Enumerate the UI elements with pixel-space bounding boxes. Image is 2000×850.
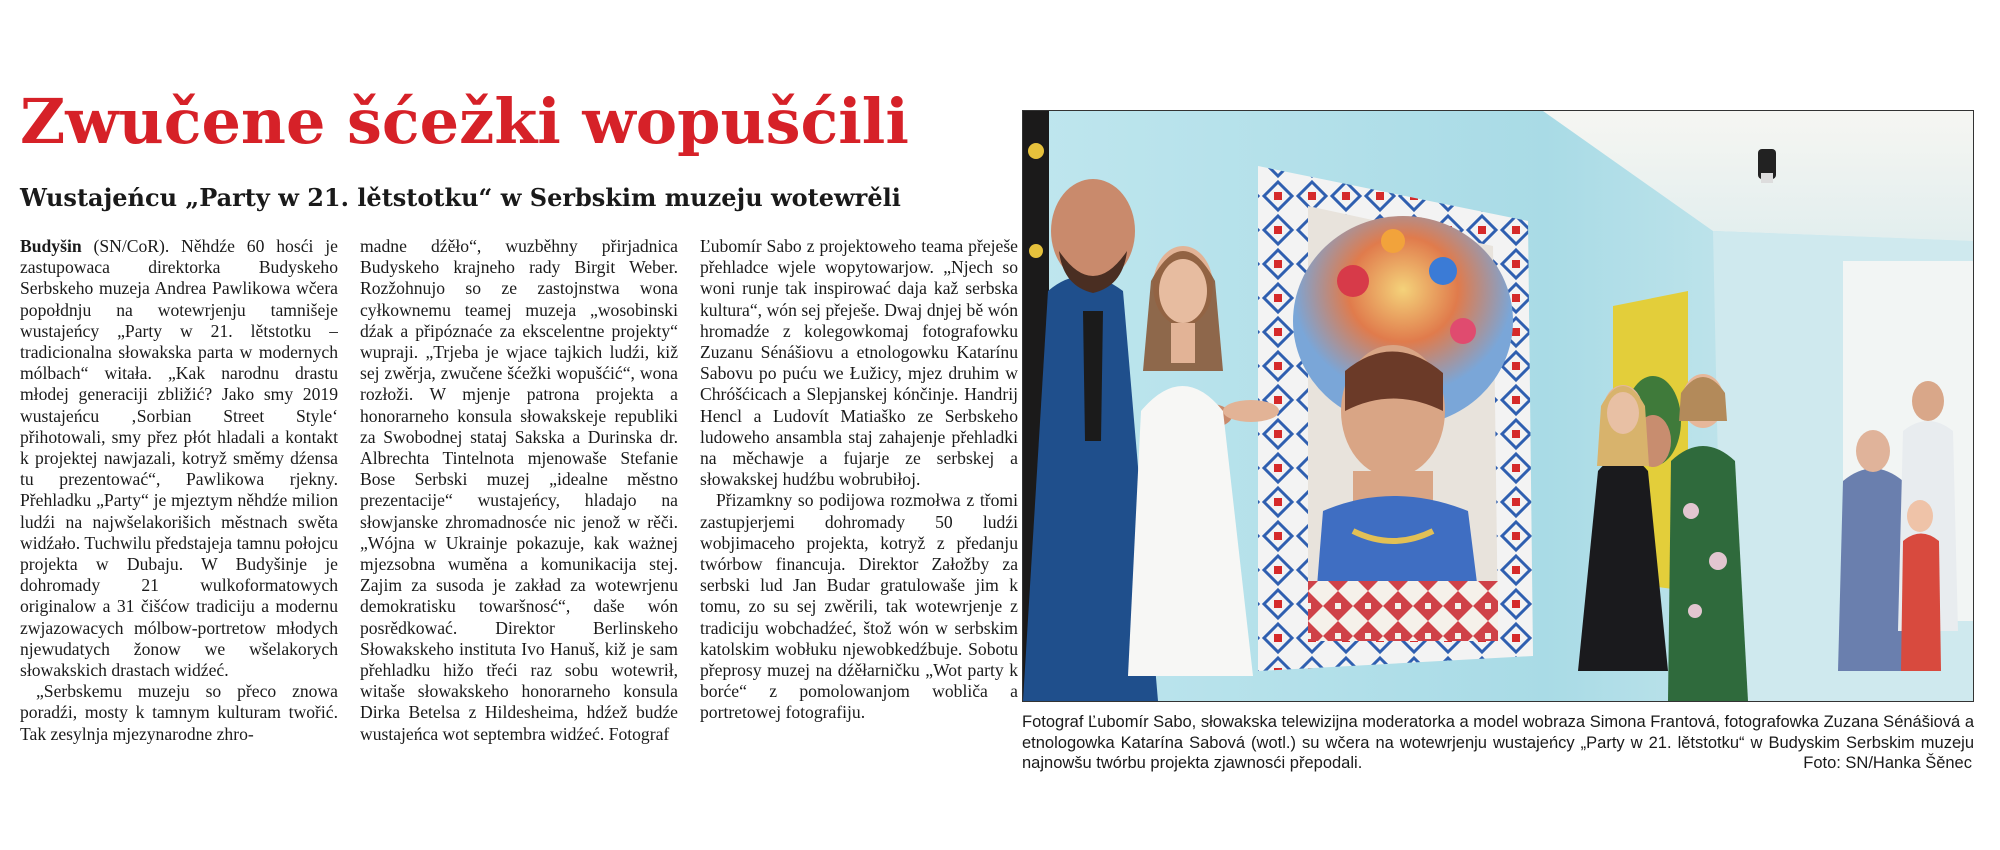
- article-column-3: [700, 236, 1018, 776]
- article-column-2: [360, 236, 678, 776]
- article-body: [20, 236, 1020, 776]
- dateline: Budyšin: [20, 236, 82, 256]
- paragraph-text: (SN/CoR). Něhdźe 60 hosći je zastupowaca direktorka Budyskeho Serbskeho muzeja Andrea Pawlikowa wčera popołdnju na wotewrjenju tamnišeje wustajeńcy „Party w 21. lětstotku – tradicionalna słowakska parta w modernych mólbach“ witała. „Kak narodnu drastu młodej generaciji zbližić? Jako smy 2019 wustajeńcu ‚Sorbian Street Style‘ přihotowali, smy přez płót hladali a kontakt k projektej nawjazali, kotryž směmy dźensa tu prezentować“, Pawlikowa rjekny. Přehladku „Party“ je mjeztym něhdźe milion ludźi na najwšelakorišich městnach swěta widźało. Tuchwilu předstajeja tamnu połojcu projekta w Dubaju. W Budyšinje je dohromady 21 wulkoformatowych originalow a 31 čišćow tradiciju a modernu zwjazowacych mólbow-portretow młodych njewudatych žonow we wšelakorych słowakskich drastach widźeć.: [20, 236, 338, 681]
- article-column-1: [20, 236, 338, 776]
- subheadline: Wustajeńcu „Party w 21. lětstotku“ w Serbskim muzeju wotewrěli: [20, 183, 901, 212]
- paragraph: [20, 236, 338, 681]
- paragraph: madne dźěło“, wuzběhny přirjadnica Budyskeho krajneho rady Birgit Weber. Rozžohnujo so ze zastojnstwa wona cyłkownemu teamej muzeja „wosobinski dźak a připóznaće za ekscelentne projekty“ wupraji. „Trjeba je wjace tajkich ludźi, kiž sej zwěrja, zwučene šćežki wopušćić“, wona rozłoži. W mjenje patrona projekta a honorarneho konsula słowakskeje republiki za Swobodnej stataj Sakska a Durinska dr. Albrechta Tintelnota mjenowaše Stefanie Bose Serbski muzej „idealne městno prezentacije“ wustajeńcy, hladajo na słowjanske zhromadnosće nic jenož w rěči. „Wójna w Ukrainje pokazuje, kak ważnej mjezsobna wuměna a komunikacija stej. Zajim za susoda je zakład za wotewrjenu demokratisku towaršnosć“, daše wón posrědkować. Direktor Berlinskeho Słowakskeho instituta Ivo Hanuš, kiž je sam přehladku hižo třeći raz sobu wotewrił, witaše słowakskeho honorarneho konsula Dirka Betelsa z Hildesheima, hdźež budźe wustajeńca wot septembra widźeć. Fotograf: [360, 236, 678, 744]
- exhibition-photo: [1022, 110, 1974, 702]
- headline: Zwučene šćežki wopušćili: [20, 85, 909, 158]
- photo-caption: Fotograf Ľubomír Sabo, słowakska telewizijna moderatorka a model wobraza Simona Frantová, fotografowka Zuzana Sénášiová a etnologowka Katarína Sabová (wotl.) su wčera na wotewrjenju wustajeńcy „Party w 21. lětstotku“ w Budyskim Serbskim muzeju najnowšu twórbu projekta zjawnosći přepodali.: [1022, 713, 1974, 772]
- paragraph: „Serbskemu muzeju so přeco znowa poradźi, mosty k tamnym kulturam twořić. Tak zesylnja mjezynarodne zhro-: [20, 681, 338, 744]
- paragraph: Přizamkny so podijowa rozmołwa z třomi zastupjerjemi dohromady 50 ludźi wobjimaceho projekta, kotryž z předanju twórbow financuja. Direktor Załožby za serbski lud Jan Budar gratulowaše jim k tomu, zo su sej zwěrili, tak wotewrjenje z tradiciju wobchadźeć, štož wón w serbskim katolskim wobłuku njewobkedźbuje. Sobotu přeprosy muzej na dźěłarničku „Wot party k borće“ z pomolowanjom wobliča a portretowej fotografiju.: [700, 490, 1018, 723]
- photo-credit: Foto: SN/Hanka Šěnec: [1803, 754, 1972, 772]
- paragraph: Ľubomír Sabo z projektoweho teama přeješe přehladce wjele wopytowarjow. „Njech so woni runje tak inspirować daja kaž serbska kultura“, wón sej přeješe. Dwaj dnjej bě wón hromadźe z kolegowkomaj fotografowku Zuzanu Sénášiovu a etnologowku Katarínu Sabovu po puću we Łužicy, mjez druhim w Chróšćicach a Slepjanskej kónčinje. Handrij Hencl a Ludovít Matiaško ze Serbskeho ludoweho ansambla staj zahajenje přehladki na měchawje a fujarje ze serbskej a słowakskej hudźbu wobrubiłoj.: [700, 236, 1018, 490]
